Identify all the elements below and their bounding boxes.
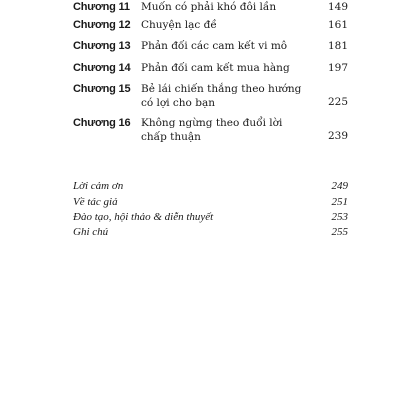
back-matter-page-number: 251 <box>331 196 348 208</box>
back-matter-page-number: 255 <box>331 226 348 238</box>
back-matter-page-number: 249 <box>331 180 348 192</box>
chapter-label: Chương 11 <box>73 1 130 13</box>
chapter-label: Chương 12 <box>73 19 131 31</box>
chapter-page-number: 181 <box>327 40 348 52</box>
chapter-page-number: 161 <box>327 19 348 31</box>
back-matter-label: Ghi chú <box>73 226 109 238</box>
chapter-title: Chuyện lạc đề <box>141 19 217 31</box>
chapter-page-number: 225 <box>327 96 348 108</box>
back-matter-label: Đào tạo, hội thảo & diễn thuyết <box>73 211 214 223</box>
chapter-title: Phản đối cam kết mua hàng <box>141 62 290 74</box>
chapter-label: Chương 16 <box>73 117 131 129</box>
chapter-title: Phản đối các cam kết vi mô <box>141 40 288 52</box>
chapter-page-number: 197 <box>327 62 348 74</box>
chapter-title: Bẻ lái chiến thắng theo hướng có lợi cho bạn <box>141 83 302 109</box>
chapter-label: Chương 14 <box>73 62 131 74</box>
chapter-title: Muốn có phải khó đôi lần <box>141 1 277 13</box>
chapter-page-number: 239 <box>327 130 348 142</box>
chapter-page-number: 149 <box>327 1 348 13</box>
chapter-title: Không ngừng theo đuổi lời chấp thuận <box>141 117 283 143</box>
back-matter-page-number: 253 <box>331 211 348 223</box>
chapter-label: Chương 13 <box>73 40 131 52</box>
chapter-label: Chương 15 <box>73 83 131 95</box>
back-matter-label: Về tác giả <box>73 196 118 208</box>
back-matter-label: Lời cảm ơn <box>73 180 124 192</box>
